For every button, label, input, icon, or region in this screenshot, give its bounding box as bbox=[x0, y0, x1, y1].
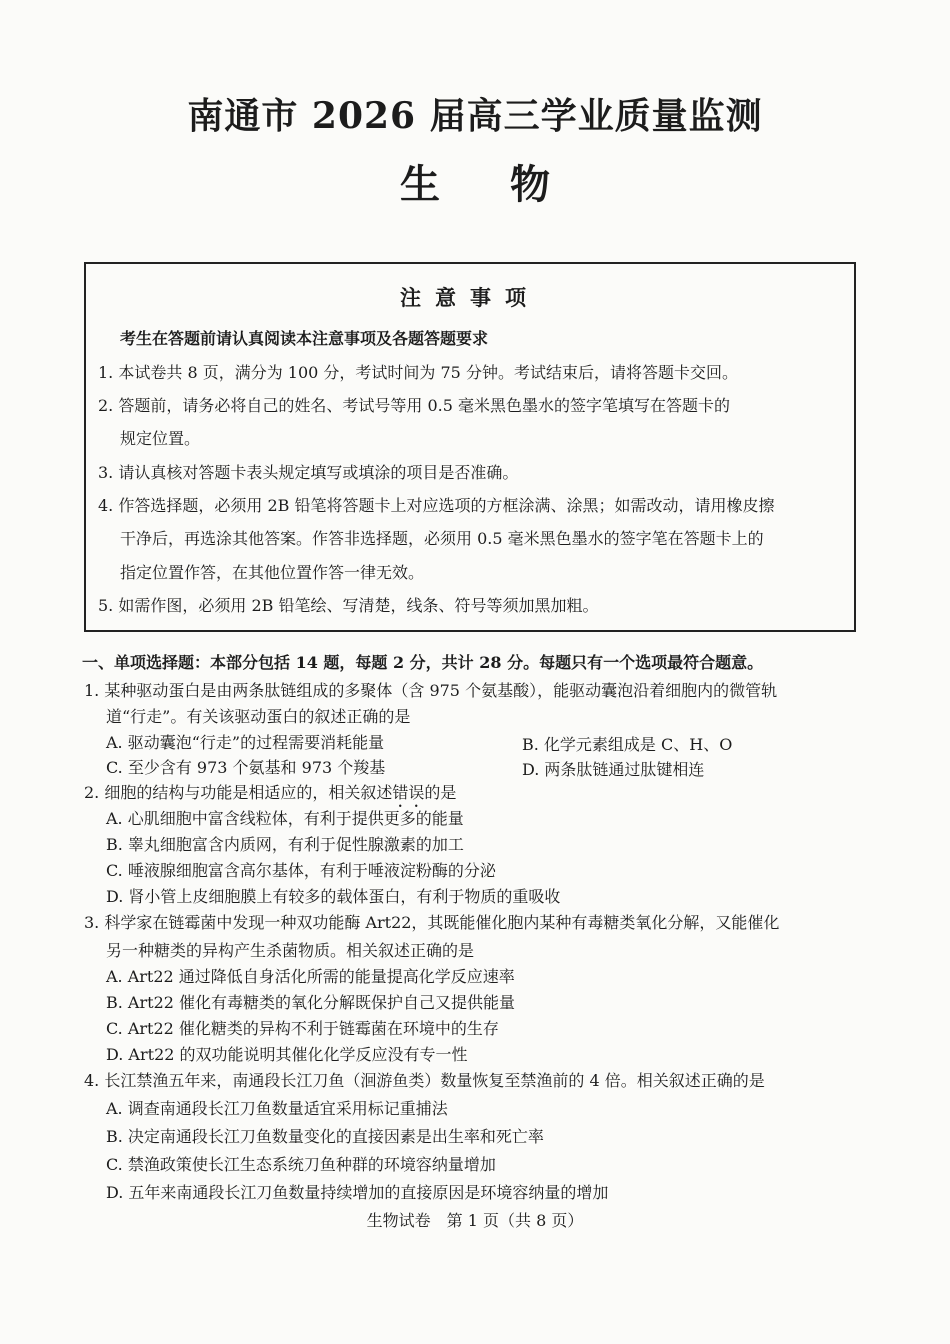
notice-line-5: 5. 如需作图，必须用 2B 铅笔绘、写清楚，线条、符号等须加黑加粗。 bbox=[98, 596, 599, 615]
q2-option-c: C. 唾液腺细胞富含高尔基体，有利于唾液淀粉酶的分泌 bbox=[106, 861, 496, 880]
q4-option-b: B. 决定南通段长江刀鱼数量变化的直接因素是出生率和死亡率 bbox=[106, 1127, 544, 1146]
q1-stem-line1: 1. 某种驱动蛋白是由两条肽链组成的多聚体（含 975 个氨基酸），能驱动囊泡沿着细胞内的微管轨 bbox=[84, 681, 778, 700]
q2-option-b: B. 睾丸细胞富含内质网，有利于促性腺激素的加工 bbox=[106, 835, 464, 854]
notice-line-4-cont: 干净后，再选涂其他答案。作答非选择题，必须用 0.5 毫米黑色墨水的签字笔在答题卡上的 bbox=[120, 529, 764, 548]
q1-option-d: D. 两条肽链通过肽键相连 bbox=[522, 760, 705, 779]
q1-stem-line2: 道“行走”。有关该驱动蛋白的叙述正确的是 bbox=[106, 707, 411, 726]
q3-option-d: D. Art22 的双功能说明其催化化学反应没有专一性 bbox=[106, 1045, 468, 1064]
q1-option-c: C. 至少含有 973 个氨基和 973 个羧基 bbox=[106, 758, 386, 777]
notice-line-3: 3. 请认真核对答题卡表头规定填写或填涂的项目是否准确。 bbox=[98, 463, 519, 482]
page-footer: 生物试卷 第 1 页（共 8 页） bbox=[366, 1211, 584, 1230]
notice-line-2: 2. 答题前，请务必将自己的姓名、考试号等用 0.5 毫米黑色墨水的签字笔填写在答题卡的 bbox=[98, 396, 730, 415]
q3-option-a: A. Art22 通过降低自身活化所需的能量提高化学反应速率 bbox=[106, 967, 515, 986]
q4-option-c: C. 禁渔政策使长江生态系统刀鱼种群的环境容纳量增加 bbox=[106, 1155, 496, 1174]
q4-option-d: D. 五年来南通段长江刀鱼数量持续增加的直接原因是环境容纳量的增加 bbox=[106, 1183, 609, 1202]
q1-option-b: B. 化学元素组成是 C、H、O bbox=[522, 735, 733, 754]
notice-line-1: 1. 本试卷共 8 页，满分为 100 分，考试时间为 75 分钟。考试结束后，请将答题卡交回。 bbox=[98, 363, 738, 382]
notice-box bbox=[84, 262, 856, 632]
q3-option-c: C. Art22 催化糖类的异构不利于链霉菌在环境中的生存 bbox=[106, 1019, 499, 1038]
q4-option-a: A. 调查南通段长江刀鱼数量适宜采用标记重捕法 bbox=[106, 1099, 448, 1118]
q2-option-a: A. 心肌细胞中富含线粒体，有利于提供更多的能量 bbox=[106, 809, 464, 828]
q3-stem-line2: 另一种糖类的异构产生杀菌物质。相关叙述正确的是 bbox=[106, 941, 475, 960]
notice-line-4: 4. 作答选择题，必须用 2B 铅笔将答题卡上对应选项的方框涂满、涂黑；如需改动，请用橡皮擦 bbox=[98, 496, 775, 515]
exam-title: 南通市 2026 届高三学业质量监测 bbox=[187, 95, 763, 137]
q4-stem: 4. 长江禁渔五年来，南通段长江刀鱼（洄游鱼类）数量恢复至禁渔前的 4 倍。相关叙述正确的是 bbox=[84, 1071, 765, 1090]
q3-stem-line1: 3. 科学家在链霉菌中发现一种双功能酶 Art22，其既能催化胞内某种有毒糖类氧化分解，又能催化 bbox=[84, 913, 780, 932]
q2-stem-pre: 2. 细胞的结构与功能是相适应的，相关叙述 bbox=[84, 783, 393, 802]
notice-intro: 考生在答题前请认真阅读本注意事项及各题答题要求 bbox=[120, 329, 489, 348]
q3-option-b: B. Art22 催化有毒糖类的氧化分解既保护自己又提供能量 bbox=[106, 993, 516, 1012]
q2-stem-post: 的是 bbox=[424, 783, 457, 802]
section-heading: 一、单项选择题：本部分包括 14 题，每题 2 分，共计 28 分。每题只有一个选项最符合题意。 bbox=[82, 653, 764, 672]
q2-option-d: D. 肾小管上皮细胞膜上有较多的载体蛋白，有利于物质的重吸收 bbox=[106, 887, 561, 906]
notice-title: 注意事项 bbox=[400, 285, 540, 310]
subject-title: 生物 bbox=[400, 161, 620, 208]
q1-option-a: A. 驱动囊泡“行走”的过程需要消耗能量 bbox=[106, 733, 385, 752]
notice-line-4-cont2: 指定位置作答，在其他位置作答一律无效。 bbox=[120, 563, 425, 582]
q2-stem-emphasis: 错误 bbox=[392, 783, 425, 802]
notice-line-2-cont: 规定位置。 bbox=[120, 429, 201, 448]
